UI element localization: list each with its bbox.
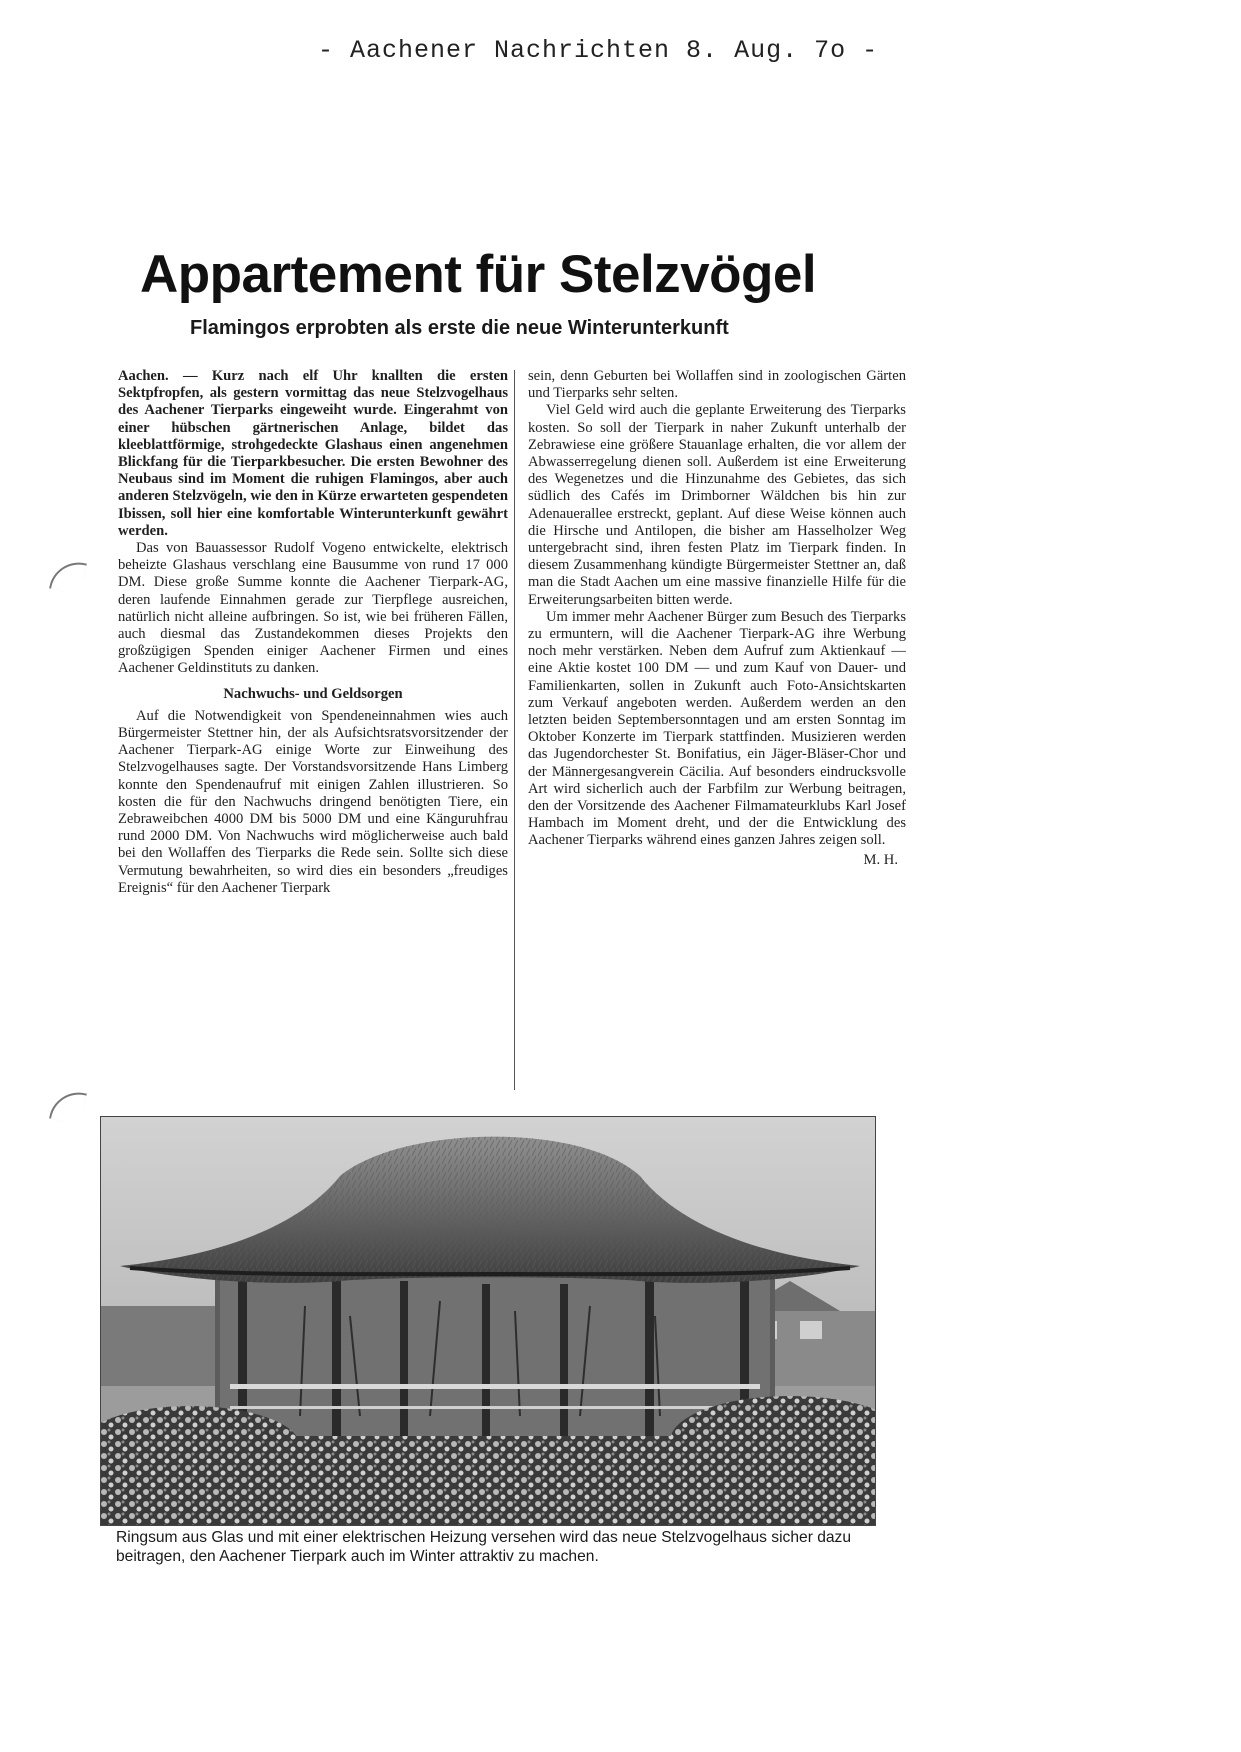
article-paragraph: Um immer mehr Aachener Bürger zum Besuch des Tierparks zu ermuntern, will die Aachener Tierpark-AG ihre Werbung noch mehr verstärken. Neben dem Aufruf zum Aktienkauf — eine Aktie kostet 100 DM — und zum Kauf von Dauer- und Familienkarten, sollen in Zukunft auch Foto-Ansichtskarten zum Verkauf angeboten werden. Außerdem werden an den letzten beiden Septembersonntagen und am ersten Sonntag im Oktober Konzerte im Tierpark stattfinden. Musizieren werden das Jugendorchester St. Bonifatius, ein Jäger-Bläser-Chor und der Männergesangverein Cäcilia. Auf besonders eindrucksvolle Art wird sicherlich auch der Farbfilm zur Werbung beitragen, den der Vorsitzende des Aachener Filmamateurklubs Karl Josef Hambach im Moment dreht, und der die Entwicklung des Aachener Tierparks während eines ganzen Jahres zeigen soll.	[528, 608, 906, 849]
column-divider	[514, 370, 515, 1090]
headline: Appartement für Stelzvögel	[140, 245, 817, 304]
source-line: - Aachener Nachrichten 8. Aug. 7o -	[318, 36, 879, 65]
photo-caption: Ringsum aus Glas und mit einer elektrischen Heizung versehen wird das neue Stelzvogelhaus sicher dazu beitragen, den Aachener Tierpark auch im Winter attraktiv zu machen.	[116, 1529, 852, 1565]
article-lead: Aachen. — Kurz nach elf Uhr knallten die ersten Sektpfropfen, als gestern vormittag das neue Stelzvogelhaus des Aachener Tierparks eingeweiht wurde. Eingerahmt von einer hübschen gärtnerischen Anlage, bildet das kleeblattförmige, strohgedeckte Glashaus einen angenehmen Blickfang für die Tierparkbesucher. Die ersten Bewohner des Neubaus sind im Moment die ruhigen Flamingos, aber auch anderen Stelzvögeln, wie den in Kürze erwarteten gespendeten Ibissen, soll hier eine komfortable Winterunterkunft gewährt werden.	[118, 368, 508, 539]
article-column-left	[118, 368, 508, 897]
article-paragraph: Auf die Notwendigkeit von Spendeneinnahmen wies auch Bürgermeister Stettner hin, der als Aufsichtsratsvorsitzender der Aachener Tierpark-AG einige Worte zur Einweihung des Stelzvogelhauses sagte. Der Vorstandsvorsitzende Hans Limberg konnte den Spendenaufruf mit einigen Zahlen illustrieren. So kosten die für den Nachwuchs dringend benötigten Tiere, ein Zebraweibchen 4000 DM bis 5000 DM und eine Känguruhfrau rund 2000 DM. Von Nachwuchs wird möglicherweise auch bald bei den Wollaffen des Tierparks die Rede sein. Sollte sich diese Vermutung bewahrheiten, so wird dies ein besonders „freudiges Ereignis“ für den Aachener Tierpark	[118, 707, 508, 896]
stelzvogelhaus-photo-illustration	[100, 1116, 876, 1526]
article-paragraph: Das von Bauassessor Rudolf Vogeno entwickelte, elektrisch beheizte Glashaus verschlang eine Bausumme von rund 17 000 DM. Diese große Summe konnte die Aachener Tierpark-AG, deren laufende Einnahmen gerade zur Tierpflege ausreichen, natürlich nicht alleine aufbringen. So ist, wie bei früheren Fällen, auch diesmal das Zustandekommen dieses Projekts den großzügigen Spenden einiger Aachener Firmen und eines Aachener Geldinstituts zu danken.	[118, 540, 508, 677]
article-paragraph: Viel Geld wird auch die geplante Erweiterung des Tierparks kosten. So soll der Tierpark in naher Zukunft unterhalb der Zebrawiese eine größere Stauanlage erhalten, die vor allem der Abwasserregelung dienen soll. Außerdem ist eine Erweiterung des Wegenetzes und die Hinzunahme des Gebietes, das sich südlich des Cafés im Drimborner Wäldchen bis hin zur Adenauerallee erstreckt, geplant. Auf diese Weise können auch die Hirsche und Antilopen, die bisher am Hasselholzer Weg untergebracht sind, ihren festen Platz im Tierpark finden. In diesem Zusammenhang kündigte Bürgermeister Stettner an, daß man die Stadt Aachen um eine massive finanzielle Hilfe für die Erweiterungsarbeiten bitten werde.	[528, 402, 906, 608]
punch-hole-mark	[49, 557, 87, 595]
article-subheading: Nachwuchs- und Geldsorgen	[223, 685, 403, 702]
subheadline: Flamingos erprobten als erste die neue Winterunterkunft	[190, 317, 729, 339]
article-photo	[100, 1116, 876, 1526]
punch-hole-mark	[49, 1087, 87, 1125]
author-initials: M. H.	[863, 851, 898, 868]
article-column-right	[528, 368, 906, 869]
article-continuation: sein, denn Geburten bei Wollaffen sind in zoologischen Gärten und Tierparks sehr selten.	[528, 368, 906, 402]
